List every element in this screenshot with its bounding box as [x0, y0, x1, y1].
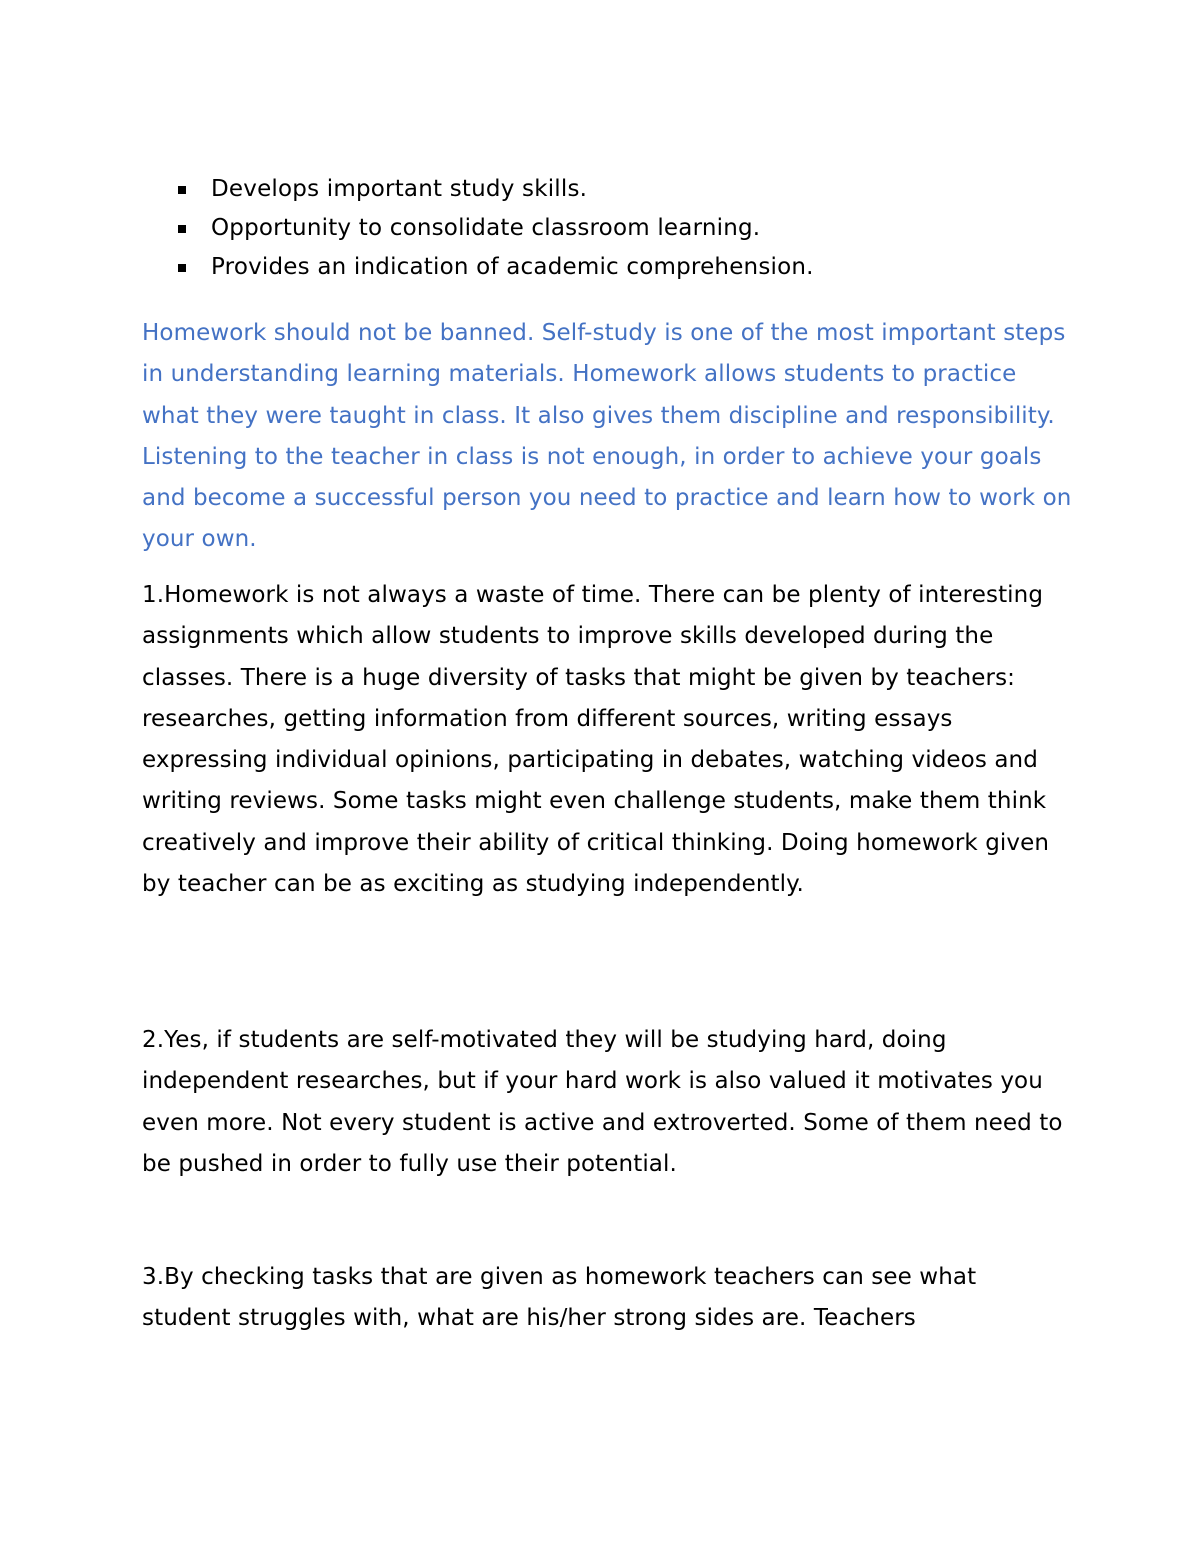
bullet-list	[178, 170, 814, 287]
square-bullet-icon	[178, 264, 186, 272]
square-bullet-icon	[178, 225, 186, 233]
list-item	[178, 248, 814, 287]
square-bullet-icon	[178, 186, 186, 194]
list-item	[178, 209, 814, 248]
list-item	[178, 170, 814, 209]
bullet-text: Opportunity to consolidate classroom learning.	[211, 215, 761, 241]
paragraph-3: 3.By checking tasks that are given as homework teachers can see what student struggles with, what are his/her strong sides are. Teachers	[142, 1264, 977, 1332]
paragraph-2: 2.Yes, if students are self-motivated they will be studying hard, doing independent researches, but if your hard work is also valued it motivates you even more. Not every student is active and extroverted. Some of them need to be pushed in order to fully use their potential.	[142, 1027, 1063, 1177]
highlighted-paragraph: Homework should not be banned. Self-study is one of the most important steps in understanding learning materials. Homework allows students to practice what they were taught in class. It also gives them discipline and responsibility. Listening to the teacher in class is not enough, in order to achieve your goals and become a successful person you need to practice and learn how to work on your own.	[142, 320, 1072, 553]
paragraph-1: 1.Homework is not always a waste of time. There can be plenty of interesting assignments which allow students to improve skills developed during the classes. There is a huge diversity of tasks that might be given by teachers: researches, getting information from different sources, writing essays expressing individual opinions, participating in debates, watching videos and writing reviews. Some tasks might even challenge students, make them think creatively and improve their ability of critical thinking. Doing homework given by teacher can be as exciting as studying independently.	[142, 582, 1050, 898]
bullet-text: Provides an indication of academic comprehension.	[211, 254, 814, 280]
bullet-text: Develops important study skills.	[211, 176, 588, 202]
